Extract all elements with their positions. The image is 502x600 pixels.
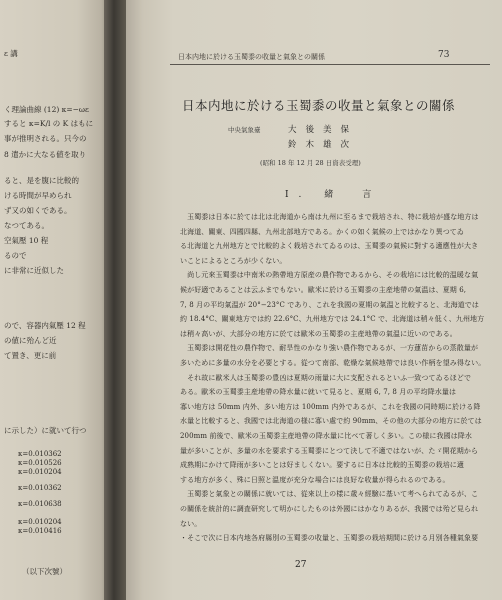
- left-page-line: κ=0.010416: [18, 527, 62, 535]
- received-date: (昭和 18 年 12 月 28 日資表受理): [260, 159, 361, 167]
- left-page-line: 8 遣かに大なる値を取り: [4, 150, 87, 159]
- left-page-line: ける時間が早められ: [4, 191, 72, 200]
- author-1: 大後美保: [288, 125, 359, 135]
- left-page-line: ず又の如くである。: [4, 206, 72, 215]
- article-title: 日本内地に於ける玉蜀黍の收量と氣象との關係: [182, 98, 456, 113]
- left-page: [0, 0, 110, 600]
- book-gutter: [104, 0, 126, 600]
- page-number: 73: [438, 50, 450, 60]
- left-page-line: るので: [4, 251, 27, 260]
- left-page-line: すると κ=K/l の K はもに: [4, 119, 94, 128]
- body-line: 玉蜀黍は日本に於ては北は北海道から南は九州に至るまで栽培され、特に栽培が盛な地方は: [180, 213, 479, 221]
- body-line: ・そこで次に日本内地各府縣別の玉蜀黍の收量と、玉蜀黍の栽培期間に於ける月別各種氣象要: [180, 534, 479, 543]
- body-line: それ故に歐米人は玉蜀黍の豊凶は夏期の雨量に大に支配されるといふ一致つてゐるほどで: [180, 373, 472, 382]
- left-page-line: κ=0.010362: [18, 484, 62, 492]
- body-line: 候が好適であることは云ふまでもない。歐米に於ける玉蜀黍の主産地帶の氣温は、夏期 6,: [180, 286, 467, 294]
- left-page-line: の値に殆んど近: [4, 336, 57, 345]
- running-head: 日本内地に於ける玉蜀黍の收量と氣象との關係: [178, 53, 325, 61]
- left-page-line: κ=0.010526: [18, 459, 62, 467]
- body-line: ある。歐米の玉蜀黍主産地帶の降水量に就いて見ると、夏期 6, 7, 8 月の平均降水量は: [180, 388, 457, 397]
- affiliation: 中央氣象臺: [228, 126, 261, 134]
- body-line: は稍々高いが、大部分の地方に於ては歐米の玉蜀黍の主産地帶の氣温に近いのである。: [180, 329, 457, 338]
- body-line: 北海道、關東、四國四縣、九州北部地方である。かくの如く氣候の上ではかなり異つてゐ: [180, 227, 464, 236]
- body-line: 7, 8 月の平均氣温が 20°−23°C であり、これを我國の夏期の氣温と比較すると、北海道では: [180, 300, 479, 309]
- body-line: 量が多いことが、多量の水を要求する玉蜀黍にとつて決して不適ではないが、たゞ開花期から: [180, 446, 479, 455]
- left-page-line: κ=0.010204: [18, 468, 62, 476]
- body-line: 200mm 前後で、歐米の玉蜀黍主産地帶の降水量に比べて著しく多い。この様に我國は降水: [180, 432, 473, 440]
- left-page-line: ε 講: [4, 49, 18, 58]
- author-2: 鈴木雄次: [288, 140, 359, 150]
- left-page-line: て置き、更に前: [4, 351, 57, 360]
- body-line: る北海道と九州地方とで比較的よく栽培されてゐるのは、玉蜀黍の氣候に對する適應性が大き: [180, 242, 479, 251]
- left-page-line: ると、是を腹に比較的: [4, 176, 79, 185]
- body-line: いことによるところが少くない。: [180, 256, 287, 265]
- body-line: 約 18.4°C、關東地方では約 22.6°C、九州地方では 24.1°C で、北海道は稍々低く、九州地方: [180, 315, 485, 324]
- body-line: の關係を統計的に調査研究して明かにしたものは外國にはかなりあるが、我國では殆ど見られ: [180, 505, 479, 513]
- body-line: 玉蜀黍と氣象との關係に就いては、從來以上の樣に歳々經驗に基いて考へられてゐるが、こ: [180, 490, 479, 499]
- left-page-line: なつてある。: [4, 221, 49, 230]
- body-line: 成熟期にかけて降雨が多いことは好ましくない。要するに日本は比較的玉蜀黍の栽培に適: [180, 461, 464, 470]
- body-line: 玉蜀黍は開花性の農作物で、耐旱性のかなり強い農作物であるが、一方蓮苗からの蒸散量が: [180, 344, 479, 353]
- folio: 27: [295, 560, 307, 570]
- right-page: [120, 0, 502, 600]
- body-line: ない。: [180, 519, 202, 528]
- body-line: 多いために多量の水分を必要とする。從つて南部、乾燥な氣候地帶では良い作柄を望み得ない。: [180, 359, 486, 367]
- left-page-line: κ=0.010362: [18, 450, 62, 458]
- body-line: 尚し元來玉蜀黍は中南米の熱帶地方原産の農作物であるから、その栽培には比較的温暖な氣: [180, 271, 479, 280]
- body-line: 寡い地方は 50mm 内外、多い地方は 100mm 内外であるが、これを我國の同時期に於ける降: [180, 402, 481, 411]
- left-page-line: κ=0.010204: [18, 518, 62, 526]
- body-line: 水量と比較すると、我國では北海道の様に寡い處で約 90mm、その他の大部分の地方に於ては: [180, 417, 482, 426]
- left-page-line: に非常に近似した: [4, 266, 64, 275]
- left-page-line: 空氣壓 10 程: [4, 236, 49, 245]
- left-page-line: く理論曲線 (12) κ=−ωε: [4, 105, 89, 114]
- section-heading: I. 緒 言: [285, 190, 382, 200]
- left-page-line: κ=0.010638: [18, 500, 62, 508]
- left-page-line: ので、容器内氣壓 12 程: [4, 321, 86, 330]
- left-page-line: 事が推明される。只今の: [4, 134, 87, 143]
- left-page-line: （以下次號）: [22, 567, 67, 576]
- body-line: する地方が多く、殊に日照と温度が充分な場合には良好な收量が得られるのである。: [180, 475, 450, 484]
- header-rule: [170, 64, 490, 65]
- left-page-line: に示した）に就いて行つ: [4, 426, 87, 435]
